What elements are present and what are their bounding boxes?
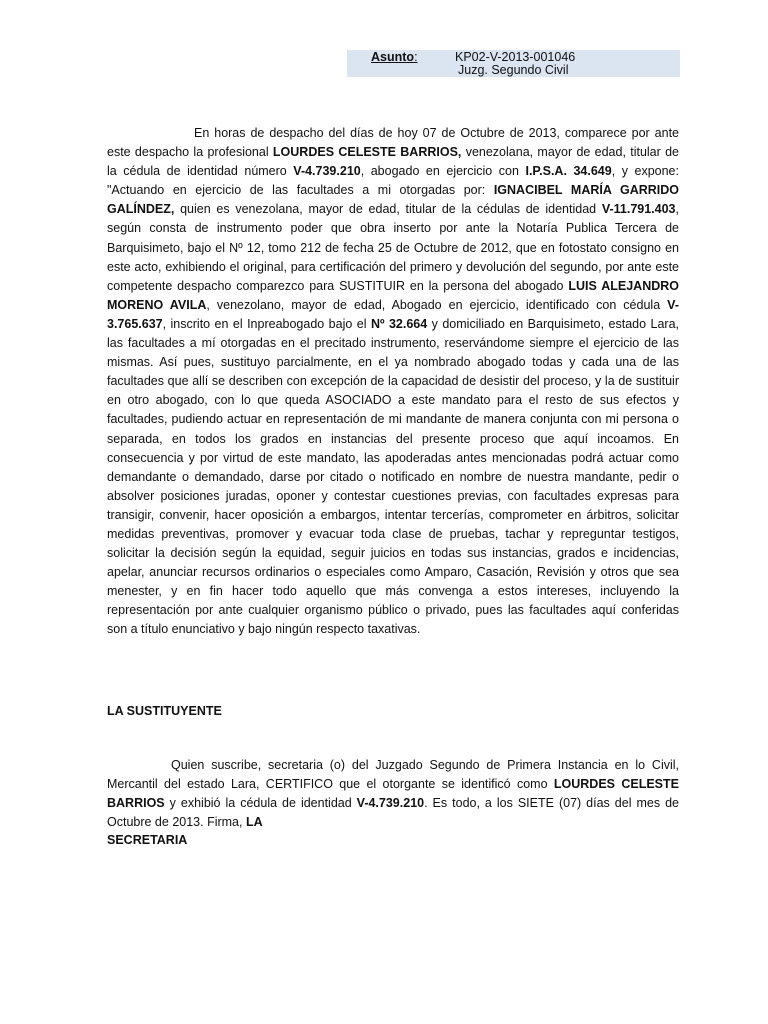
subject-label: Asunto: [371, 50, 418, 64]
paragraph1-run: IGNACIBEL MARÍA GARRIDO GALÍNDEZ, [107, 183, 679, 217]
paragraph1-run: y domiciliado en Barquisimeto, estado Lara, las facultades a mí otorgadas en el precitado instrumento, reservándome siempre el ejercicio de las mismas. Así pues, sustituyo parcialmente, en el ya nombrado abogado todas y cada una de las facultades que allí se describen con excepción de la capacidad de desistir del proceso, y la de sustituir en otro abogado, con lo que queda ASOCIADO a este mandato para el resto de sus efectos y facultades, pudiendo actuar en representación de mi mandante de manera conjunta con mi persona o separada, en todos los grados en instancias del presente proceso que aquí incoamos. En consecuencia y por virtud de este mandato, las apoderadas antes mencionadas podrá actuar como demandante o demandado, darse por citado o notificado en nombre de nuestra mandante, pedir o absolver posiciones juradas, oponer y contestar cuestiones previas, con facultades expresas para transigir, convenir, hacer oposición a embargos, intentar tercerías, comprometer en árbitros, solicitar medidas preventivas, promover y evacuar toda clase de pruebas, tachar y repreguntar testigos, solicitar la decisión según la equidad, seguir juicios en todas sus instancias, grados e incidencias, apelar, anunciar recursos ordinarios o especiales como Amparo, Casación, Revisión y otros que sea menester, y en fin hacer todo aquello que más convenga a estos intereses, incluyendo la representación por ante cualquier organismo público o privado, pues las facultades aquí conferidas son a título enunciativo y bajo ningún respecto taxativas. [107, 316, 680, 637]
paragraph1-run: , y expone: "Actuando en ejercicio de las facultades a mi otorgadas por: [107, 164, 679, 198]
paragraph2-run: Quien suscribe, secretaria (o) del Juzgado Segundo de Primera Instancia en lo Civil, Mercantil del estado Lara, CERTIFICO que el otorgante se identificó como [107, 758, 679, 792]
signature-substitute: LA SUSTITUYENTE [107, 704, 222, 718]
paragraph1-run: , según consta de instrumento poder que obra inserto por ante la Notaría Publica Tercera de Barquisimeto, bajo el Nº 12, tomo 212 de fecha 25 de Octubre de 2012, que en fotostato consigno en este acto, exhibiendo el original, para certificación del primero y devolución del segundo, por ante este competente despacho comparezco para SUSTITUIR en la persona del abogado [107, 202, 679, 293]
paragraph1-run: En horas de despacho del días de hoy 07 de Octubre de 2013, comparece por ante este despacho la profesional [107, 126, 679, 160]
paragraph2-run: y exhibió la cédula de identidad [164, 796, 357, 811]
paragraph1-run: , venezolano, mayor de edad, Abogado en ejercicio, identificado con cédula [206, 297, 668, 312]
paragraph1-run: LUIS ALEJANDRO MORENO AVILA [107, 278, 679, 312]
paragraph1-run: V-3.765.637 [107, 297, 679, 331]
paragraph1-run: quien es venezolana, mayor de edad, titular de la cédulas de identidad [174, 202, 602, 217]
paragraph2-run: . Es todo, a los SIETE (07) días del mes de Octubre de 2013. Firma, [107, 796, 679, 830]
paragraph1-run: , abogado en ejercicio con [360, 164, 526, 179]
paragraph2-run: LA [245, 815, 263, 830]
power-substitution-paragraph [107, 124, 679, 640]
court-name: Juzg. Segundo Civil [458, 63, 569, 77]
paragraph1-run: I.P.S.A. 34.649 [525, 164, 612, 179]
paragraph1-run: V-11.791.403 [601, 202, 676, 217]
paragraph1-run: V-4.739.210 [293, 164, 361, 179]
paragraph2-run: LOURDES CELESTE BARRIOS [107, 777, 679, 811]
subject-header [347, 50, 680, 77]
signature-secretary: SECRETARIA [107, 833, 188, 847]
paragraph1-run: Nº 32.664 [370, 316, 428, 331]
paragraph2-run: V-4.739.210 [356, 796, 425, 811]
paragraph1-run: LOURDES CELESTE BARRIOS, [272, 145, 462, 160]
certification-paragraph [107, 756, 679, 832]
paragraph1-run: venezolana, mayor de edad, titular de la cédula de identidad número [107, 145, 679, 179]
case-code: KP02-V-2013-001046 [455, 50, 576, 64]
paragraph1-run: , inscrito en el Inpreabogado bajo el [162, 316, 371, 331]
